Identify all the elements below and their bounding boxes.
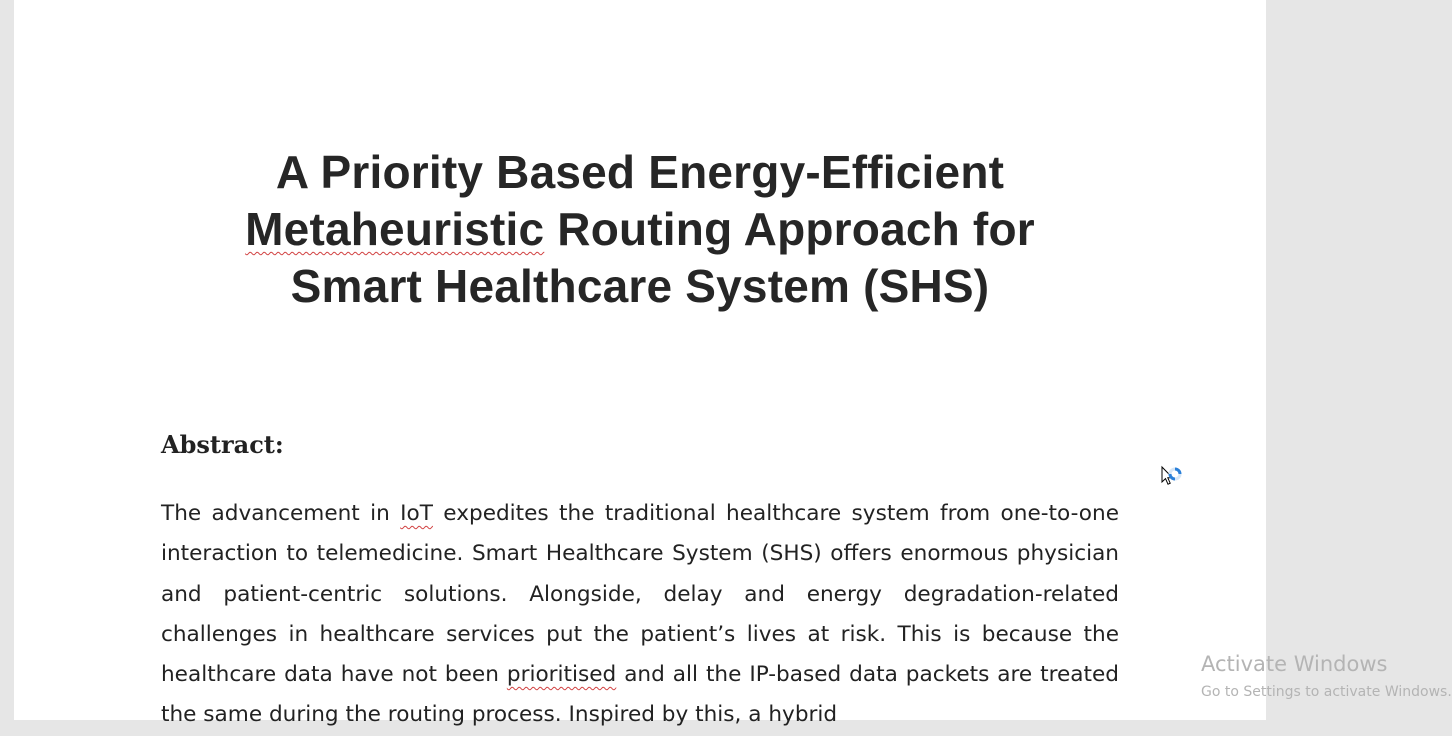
activation-watermark (1201, 650, 1452, 710)
abstract-text-3: and all the IP-based data packets are treated the same during the routing process. Inspired by this, a hybrid (161, 662, 1119, 728)
document-title (124, 144, 1156, 315)
abstract-spellcheck-iot: IoT (400, 501, 433, 526)
abstract-text-1: The advancement in (161, 501, 401, 526)
title-line-3: Smart Healthcare System (SHS) (290, 260, 990, 312)
abstract-spellcheck-prioritised: prioritised (506, 662, 617, 688)
abstract-paragraph (161, 494, 1119, 736)
right-gutter (1266, 0, 1280, 720)
watermark-line-1: Activate Windows (1201, 652, 1388, 676)
title-line-1: A Priority Based Energy-Efficient (275, 146, 1005, 198)
abstract-heading: Abstract: (161, 430, 284, 459)
title-spellcheck-word: Metaheuristic (245, 203, 545, 255)
watermark-line-2: Go to Settings to activate Windows. (1201, 684, 1452, 700)
abstract-text-2: expedites the traditional healthcare system from one-to-one interaction to telemedicine. Smart Healthcare System (SHS) offers enormous physician and patient-centric solutions. Alongside, delay and energy degradation-related challenges in healthcare services put the patient’s lives at risk. This is because the healthcare data have not been (161, 501, 1119, 688)
document-page (14, 0, 1266, 728)
mouse-pointer-busy-icon (1161, 466, 1185, 494)
title-line-2: Routing Approach for (544, 203, 1035, 255)
